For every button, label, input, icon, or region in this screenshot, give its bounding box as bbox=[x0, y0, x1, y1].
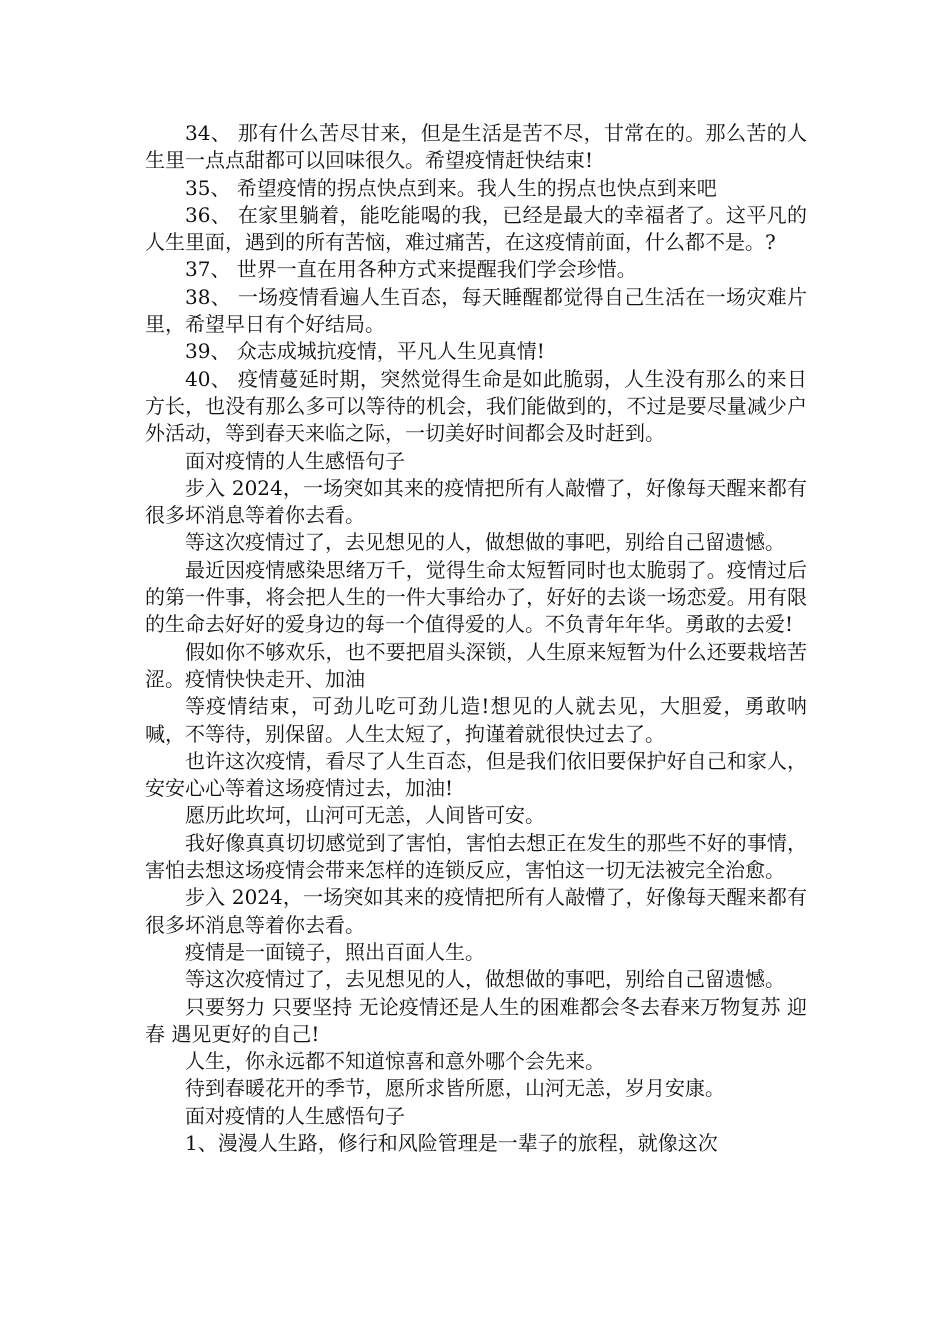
paragraph-38: 38、 一场疫情看遍人生百态，每天睡醒都觉得自己生活在一场灾难片里，希望早日有个好结局。 bbox=[145, 284, 807, 337]
paragraph: 等疫情结束，可劲儿吃可劲儿造!想见的人就去见，大胆爱，勇敢呐喊，不等待，别保留。人生太短了，拘谨着就很快过去了。 bbox=[145, 694, 807, 746]
paragraph: 愿历此坎坷，山河可无恙，人间皆可安。 bbox=[185, 803, 545, 828]
paragraph: 等这次疫情过了，去见想见的人，做想做的事吧，别给自己留遗憾。 bbox=[185, 967, 785, 992]
paragraph: 只要努力 只要坚持 无论疫情还是人生的困难都会冬去春来万物复苏 迎春 遇见更好的自己! bbox=[145, 994, 807, 1046]
paragraph-1: 1、漫漫人生路，修行和风险管理是一辈子的旅程，就像这次 bbox=[185, 1130, 718, 1155]
paragraph: 我好像真真切切感觉到了害怕，害怕去想正在发生的那些不好的事情，害怕去想这场疫情会带来怎样的连锁反应，害怕这一切无法被完全治愈。 bbox=[145, 830, 807, 883]
paragraph-35: 35、 希望疫情的拐点快点到来。我人生的拐点也快点到来吧 bbox=[185, 175, 717, 200]
section-heading: 面对疫情的人生感悟句子 bbox=[185, 448, 405, 473]
document-page bbox=[145, 120, 807, 1157]
section-heading: 面对疫情的人生感悟句子 bbox=[185, 1103, 405, 1128]
paragraph-40: 40、 疫情蔓延时期，突然觉得生命是如此脆弱，人生没有那么的来日方长，也没有那么多可以等待的机会，我们能做到的，不过是要尽量减少户外活动，等到春天来临之际，一切美好时间都会及时赶到。 bbox=[145, 366, 807, 446]
paragraph: 假如你不够欢乐，也不要把眉头深锁，人生原来短暂为什么还要栽培苦涩。疫情快快走开、加油 bbox=[145, 639, 807, 691]
paragraph: 步入 2024，一场突如其来的疫情把所有人敲懵了，好像每天醒来都有很多坏消息等着你去看。 bbox=[145, 475, 807, 528]
paragraph: 等这次疫情过了，去见想见的人，做想做的事吧，别给自己留遗憾。 bbox=[185, 530, 785, 555]
paragraph: 人生，你永远都不知道惊喜和意外哪个会先来。 bbox=[185, 1049, 605, 1074]
paragraph: 步入 2024，一场突如其来的疫情把所有人敲懵了，好像每天醒来都有很多坏消息等着你去看。 bbox=[145, 885, 807, 937]
paragraph: 待到春暖花开的季节，愿所求皆所愿，山河无恙，岁月安康。 bbox=[185, 1076, 725, 1101]
paragraph-34: 34、 那有什么苦尽甘来，但是生活是苦不尽，甘常在的。那么苦的人生里一点点甜都可以回味很久。希望疫情赶快结束! bbox=[145, 121, 807, 173]
paragraph: 疫情是一面镜子，照出百面人生。 bbox=[185, 939, 485, 964]
paragraph-36: 36、 在家里躺着，能吃能喝的我，已经是最大的幸福者了。这平凡的人生里面，遇到的所有苦恼，难过痛苦，在这疫情前面，什么都不是。? bbox=[145, 202, 807, 255]
paragraph: 最近因疫情感染思绪万千，觉得生命太短暂同时也太脆弱了。疫情过后的第一件事，将会把人生的一件大事给办了，好好的去谈一场恋爱。用有限的生命去好好的爱身边的每一个值得爱的人。不负青年年华。勇敢的去爱! bbox=[145, 557, 807, 637]
paragraph-39: 39、 众志成城抗疫情，平凡人生见真情! bbox=[185, 339, 545, 364]
paragraph: 也许这次疫情，看尽了人生百态，但是我们依旧要保护好自己和家人，安安心心等着这场疫情过去，加油! bbox=[145, 748, 807, 801]
paragraph-37: 37、 世界一直在用各种方式来提醒我们学会珍惜。 bbox=[185, 257, 637, 282]
